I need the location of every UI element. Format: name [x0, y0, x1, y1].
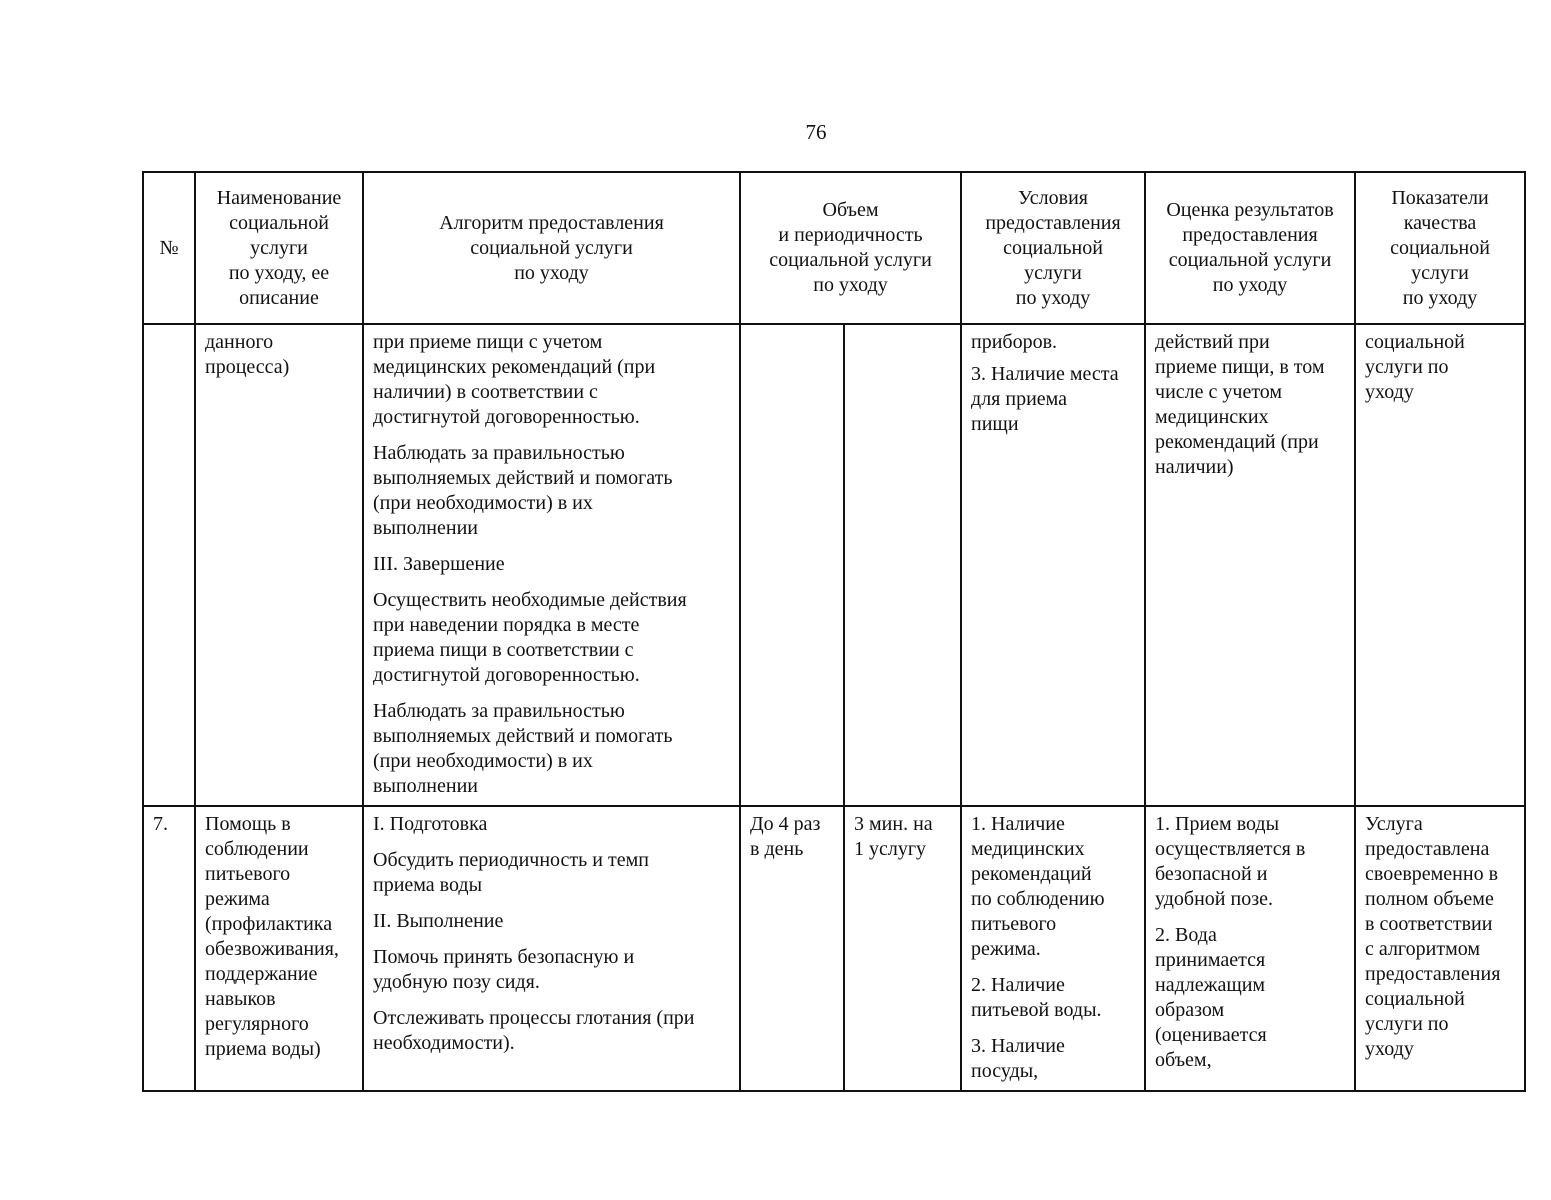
cell-algorithm — [363, 324, 740, 806]
cell-frequency: До 4 раз в день — [740, 806, 844, 1091]
condition-item: 2. Наличие питьевой воды. — [971, 974, 1102, 1021]
evaluation-item: 2. Вода принимается надлежащим образом (оценивается объем, — [1155, 924, 1267, 1071]
cell-quality: социальной услуги по уходу — [1355, 324, 1525, 806]
algorithm-step: при приеме пищи с учетом медицинских рекомендаций (при наличии) в соответствии с достигнутой договоренностью. — [373, 331, 656, 428]
algorithm-step: Наблюдать за правильностью выполняемых действий и помогать (при необходимости) в их выполнении — [373, 442, 673, 539]
header-number: № — [143, 172, 195, 324]
cell-number — [143, 324, 195, 806]
header-volume-frequency: Объем и периодичность социальной услуги по уходу — [740, 172, 961, 324]
algorithm-step: Отслеживать процессы глотания (при необходимости). — [373, 1007, 695, 1054]
condition-item: 3. Наличие места для приема пищи — [971, 363, 1119, 435]
table-row-continuation — [143, 324, 1525, 806]
algorithm-step: Осуществить необходимые действия при наведении порядка в месте приема пищи в соответствии с достигнутой договоренностью. — [373, 589, 687, 686]
condition-item: 3. Наличие посуды, — [971, 1035, 1065, 1082]
header-quality: Показатели качества социальной услуги по уходу — [1355, 172, 1525, 324]
condition-item: приборов. — [971, 331, 1058, 353]
algorithm-step: Помочь принять безопасную и удобную позу сидя. — [373, 946, 635, 993]
page-number: 76 — [805, 120, 827, 144]
header-algorithm: Алгоритм предоставления социальной услуги по уходу — [363, 172, 740, 324]
header-service-name: Наименование социальной услуги по уходу, ее описание — [195, 172, 363, 324]
cell-evaluation: действий при приеме пищи, в том числе с учетом медицинских рекомендаций (при наличии) — [1145, 324, 1355, 806]
cell-service-name: данного процесса) — [195, 324, 363, 806]
cell-evaluation — [1145, 806, 1355, 1091]
cell-conditions — [961, 806, 1145, 1091]
cell-frequency — [740, 324, 844, 806]
cell-duration — [844, 324, 961, 806]
header-evaluation: Оценка результатов предоставления социальной услуги по уходу — [1145, 172, 1355, 324]
condition-item: 1. Наличие медицинских рекомендаций по соблюдению питьевого режима. — [971, 813, 1105, 960]
cell-service-name: Помощь в соблюдении питьевого режима (профилактика обезвоживания, поддержание навыков регулярного приема воды) — [195, 806, 363, 1091]
algorithm-step: Наблюдать за правильностью выполняемых действий и помогать (при необходимости) в их выполнении — [373, 700, 673, 797]
algorithm-stage-heading: I. Подготовка — [373, 813, 488, 835]
table-header-row — [143, 172, 1525, 324]
social-services-table — [142, 171, 1526, 1092]
cell-duration: 3 мин. на 1 услугу — [844, 806, 961, 1091]
algorithm-stage-heading: II. Выполнение — [373, 910, 504, 932]
table-row-7 — [143, 806, 1525, 1091]
algorithm-stage-heading: III. Завершение — [373, 553, 505, 575]
algorithm-step: Обсудить периодичность и темп приема воды — [373, 849, 649, 896]
header-conditions: Условия предоставления социальной услуги по уходу — [961, 172, 1145, 324]
cell-quality: Услуга предоставлена своевременно в полном объеме в соответствии с алгоритмом предоставления социальной услуги по уходу — [1355, 806, 1525, 1091]
cell-conditions — [961, 324, 1145, 806]
evaluation-item: 1. Прием воды осуществляется в безопасной и удобной позе. — [1155, 813, 1306, 910]
cell-number: 7. — [143, 806, 195, 1091]
cell-algorithm — [363, 806, 740, 1091]
